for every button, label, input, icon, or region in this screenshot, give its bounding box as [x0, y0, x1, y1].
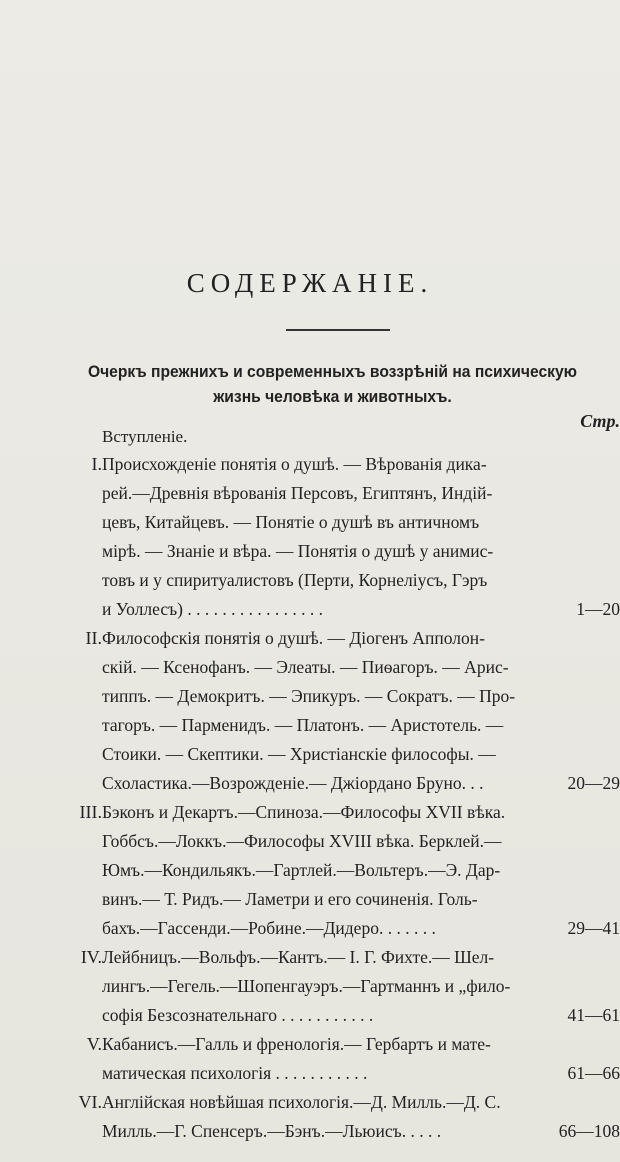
- page-title: СОДЕРЖАНІЕ.: [186, 268, 434, 298]
- toc-entry-line: винъ.— Т. Ридъ.— Ламетри и его сочиненія. Голь-: [102, 889, 478, 909]
- toc-entry-line: матическая психологія . . . . . . . . . . .: [102, 1063, 368, 1083]
- intro-entry: Вступленіе.: [102, 427, 188, 446]
- toc-entry-number: VI.: [78, 1092, 102, 1112]
- toc-entry-line: Юмъ.—Кондильякъ.—Гартлей.—Вольтеръ.—Э. Дар-: [102, 860, 501, 880]
- section-heading-line: жизнь человѣка и животныхъ.: [213, 387, 452, 406]
- toc-entry-line: Схоластика.—Возрожденіе.— Джіордано Бруно. . .: [102, 773, 484, 793]
- toc-entry-pages: 20—29: [567, 773, 620, 793]
- toc-entry-line: Лейбницъ.—Вольфъ.—Кантъ.— І. Г. Фихте.— Шел-: [102, 947, 495, 967]
- toc-entry-pages: 61—66: [567, 1063, 620, 1083]
- toc-entry-line: скій. — Ксенофанъ. — Элеаты. — Пиѳагоръ. — Арис-: [102, 657, 509, 677]
- toc-entry-pages: 41—61: [567, 1005, 620, 1025]
- toc-entry-line: софія Безсознательнаго . . . . . . . . . . .: [102, 1005, 374, 1025]
- toc-entry-pages: 66—108: [558, 1121, 620, 1141]
- toc-entry-number: I.: [91, 454, 102, 474]
- toc-entry-line: рей.—Древнія вѣрованія Персовъ, Египтянъ, Индій-: [102, 483, 493, 503]
- toc-entry-pages: 29—41: [567, 918, 620, 938]
- toc-entry-number: V.: [86, 1034, 102, 1054]
- toc-entry-line: типпъ. — Демокритъ. — Эпикуръ. — Сократъ. — Про-: [102, 686, 516, 706]
- section-heading-line: Очеркъ прежнихъ и современныхъ воззрѣній на психическую: [87, 362, 578, 381]
- toc-entry-line: Бэконъ и Декартъ.—Спиноза.—Философы XVII вѣка.: [102, 802, 506, 822]
- toc-entry-number: II.: [85, 628, 102, 648]
- toc-entry-line: Происхожденіе понятія о душѣ. — Вѣрованія дика-: [102, 454, 487, 474]
- toc-entry-pages: 1—20: [576, 599, 620, 619]
- toc-entry-line: лингъ.—Гегель.—Шопенгауэръ.—Гартманнъ и „фило-: [102, 976, 511, 996]
- toc-entry-line: товъ и у спиритуалистовъ (Перти, Корнеліусъ, Гэръ: [102, 570, 488, 590]
- toc-entry-line: Философскія понятія о душѣ. — Діогенъ Апполон-: [102, 628, 485, 648]
- toc-entry-line: Кабанисъ.—Галль и френологія.— Гербартъ и мате-: [102, 1034, 491, 1054]
- toc-entry-line: Стоики. — Скептики. — Христіанскіе философы. —: [102, 744, 496, 764]
- pages-column-header: Стр.: [580, 411, 620, 431]
- toc-entry-line: цевъ, Китайцевъ. — Понятіе о душѣ въ античномъ: [102, 512, 480, 532]
- toc-entry-line: Гоббсъ.—Локкъ.—Философы XVIII вѣка. Берклей.—: [102, 831, 502, 851]
- toc-entry-number: IV.: [80, 947, 102, 967]
- toc-entry-line: Милль.—Г. Спенсеръ.—Бэнъ.—Льюисъ. . . . .: [102, 1121, 442, 1141]
- toc-entry-line: бахъ.—Гассенди.—Робине.—Дидеро. . . . . . .: [102, 918, 436, 938]
- section-heading: [82, 359, 583, 409]
- toc-entry-line: и Уоллесъ) . . . . . . . . . . . . . . . .: [102, 599, 323, 619]
- toc-entry-number: III.: [79, 802, 102, 822]
- toc-entry-line: Англійская новѣйшая психологія.—Д. Милль.—Д. С.: [102, 1092, 501, 1112]
- toc-entry-line: мірѣ. — Знаніе и вѣра. — Понятія о душѣ у анимис-: [102, 541, 494, 561]
- toc-entry-line: тагоръ. — Парменидъ. — Платонъ. — Аристотель. —: [102, 715, 504, 735]
- title-divider: [286, 329, 390, 331]
